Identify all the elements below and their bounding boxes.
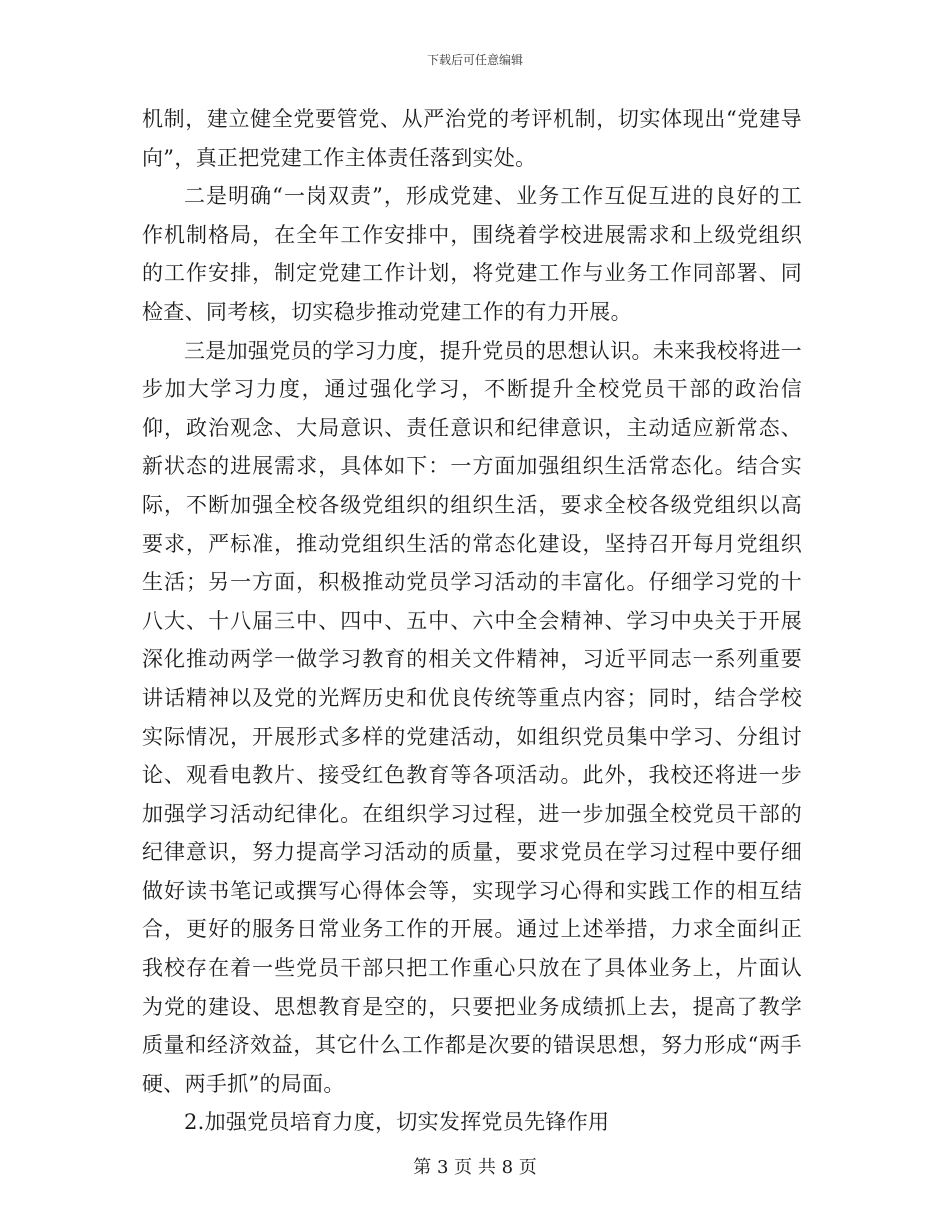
- section-heading-member-training: 2.加强党员培育力度，切实发挥党员先锋作用: [184, 1110, 610, 1135]
- page-header: 下载后可任意编辑: [426, 53, 523, 67]
- document-body: [142, 100, 802, 1142]
- paragraph-continuation: 机制，建立健全党要管党、从严治党的考评机制，切实体现出“党建导向”，真正把党建工作主体责任落到实处。: [142, 107, 802, 170]
- page-footer: 第 3 页 共 8 页: [413, 1157, 537, 1178]
- paragraph-strengthen-study: 三是加强党员的学习力度，提升党员的思想认识。未来我校将进一步加大学习力度，通过强化学习，不断提升全校党员干部的政治信仰，政治观念、大局意识、责任意识和纪律意识，主动适应新常态、新状态的进展需求，具体如下：一方面加强组织生活常态化。结合实际，不断加强全校各级党组织的组织生活，要求全校各级党组织以高要求，严标准，推动党组织生活的常态化建设，坚持召开每月党组织生活；另一方面，积极推动党员学习活动的丰富化。仔细学习党的十八大、十八届三中、四中、五中、六中全会精神、学习中央关于开展深化推动两学一做学习教育的相关文件精神，习近平同志一系列重要讲话精神以及党的光辉历史和优良传统等重点内容；同时，结合学校实际情况，开展形式多样的党建活动，如组织党员集中学习、分组讨论、观看电教片、接受红色教育等各项活动。此外，我校还将进一步加强学习活动纪律化。在组织学习过程，进一步加强全校党员干部的纪律意识，努力提高学习活动的质量，要求党员在学习过程中要仔细做好读书笔记或撰写心得体会等，实现学习心得和实践工作的相互结合，更好的服务日常业务工作的开展。通过上述举措，力求全面纠正我校存在着一些党员干部只把工作重心只放在了具体业务上，片面认为党的建设、思想教育是空的，只要把业务成绩抓上去，提高了教学质量和经济效益，其它什么工作都是次要的错误思想，努力形成“两手硬、两手抓”的局面。: [142, 338, 802, 1096]
- paragraph-one-post-dual-duty: 二是明确“一岗双责”，形成党建、业务工作互促互进的良好的工作机制格局，在全年工作安排中，围绕着学校进展需求和上级党组织的工作安排，制定党建工作计划，将党建工作与业务工作同部署、同检查、同考核，切实稳步推动党建工作的有力开展。: [142, 184, 802, 324]
